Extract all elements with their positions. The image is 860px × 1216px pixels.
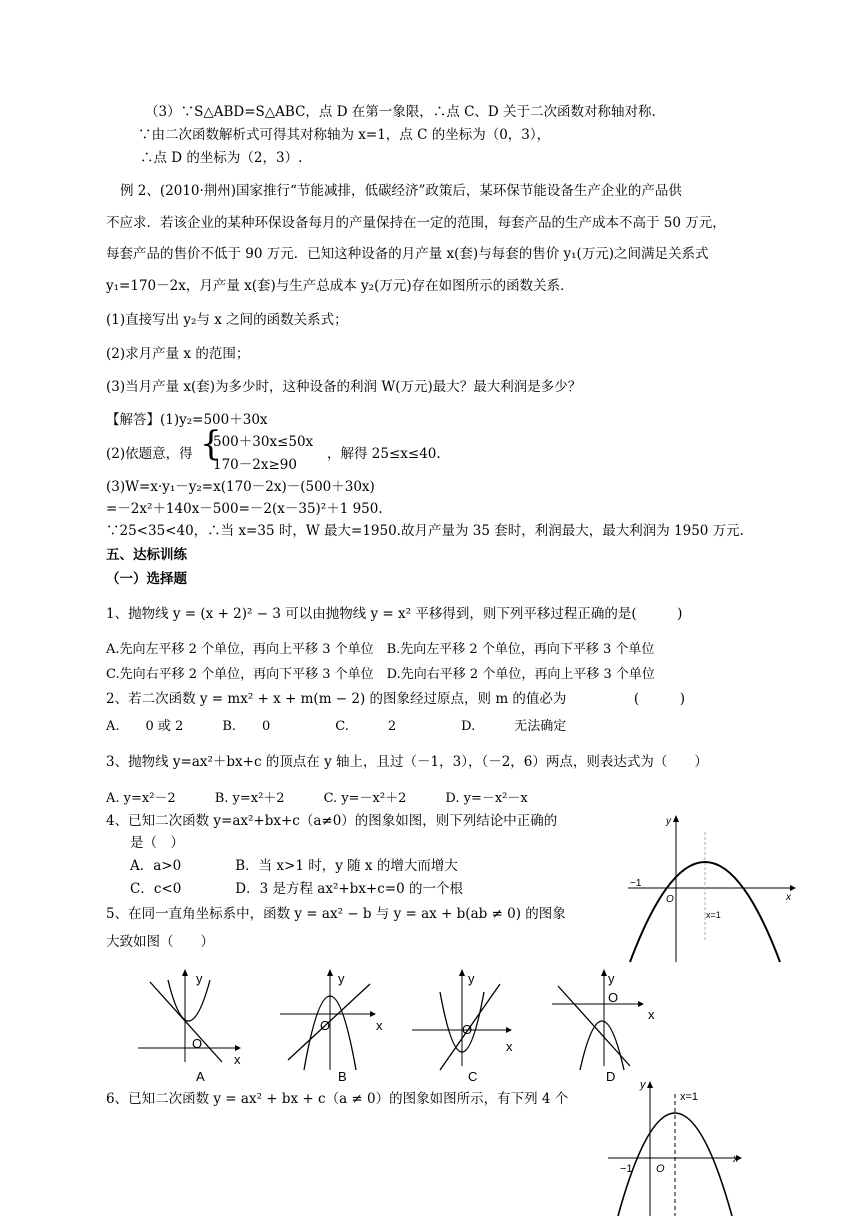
answer-part3-line2: =－2x²＋140x－500=－2(x－35)²＋1 950. <box>106 501 383 517</box>
mc1-options-cd: C.先向右平移 2 个单位，再向下平移 3 个单位 D.先向右平移 2 个单位，再向上平移 3 个单位 <box>106 667 655 682</box>
example2-line1: 例 2、(2010·荆州)国家推行“节能减排，低碳经济”政策后，某环保节能设备生产企业的产品供 <box>120 183 682 199</box>
example2-question1: (1)直接写出 y₂与 x 之间的函数关系式； <box>106 312 348 328</box>
fig6-x-label: x <box>733 1153 739 1165</box>
graph-d-origin-label: O <box>608 990 619 1005</box>
fig4-y-label: y <box>666 816 671 827</box>
section5-title: 五、达标训练 <box>106 547 187 563</box>
graph-a-origin-label: O <box>192 1036 203 1051</box>
graph-c-x-label: x <box>506 1039 513 1054</box>
fig4-axis-label: x=1 <box>706 910 721 920</box>
answer-part2-prefix: (2)依题意，得 <box>106 446 193 462</box>
answer-part3-line3: ∵25<35<40，∴当 x=35 时，W 最大=1950.故月产量为 35 套时，利润最大，最大利润为 1950 万元. <box>106 523 744 539</box>
example2-line3: 每套产品的售价不低于 90 万元．已知这种设备的月产量 x(套)与每套的售价 y₁(万元)之间满足关系式 <box>106 246 709 262</box>
graph-b-y-label: y <box>338 971 345 986</box>
fig4-neg1-label: −1 <box>630 878 642 889</box>
mc4-stem-line1: 4、已知二次函数 y=ax²+bx+c（a≠0）的图象如图，则下列结论中正确的 <box>106 813 558 829</box>
answer-system-eq2: 170－2x≥90 <box>213 457 297 473</box>
graph-b-x-label: x <box>376 1018 383 1033</box>
mc4-parabola-figure <box>618 812 798 972</box>
mc5-graph-a <box>130 962 260 1084</box>
mc6-parabola-figure <box>600 1072 750 1216</box>
fig6-origin-label: O <box>656 1163 665 1175</box>
example2-question3: (3)当月产量 x(套)为多少时，这种设备的利润 W(万元)最大？最大利润是多少？ <box>106 379 582 395</box>
mc1-stem: 1、抛物线 y = (x + 2)² − 3 可以由抛物线 y = x² 平移得到，则下列平移过程正确的是( ) <box>106 606 683 622</box>
graph-b-option-label: B <box>338 1069 347 1084</box>
graph-a-y-label: y <box>196 971 203 986</box>
solution-part3-line2: ∵由二次函数解析式可得其对称轴为 x=1，点 C 的坐标为（0，3）， <box>138 127 551 143</box>
graph-c-option-label: C <box>468 1069 478 1084</box>
mc5-stem-line1: 5、在同一直角坐标系中，函数 y = ax² − b 与 y = ax + b(ab ≠ 0) 的图象 <box>106 906 566 922</box>
graph-a-x-label: x <box>234 1052 241 1067</box>
example2-question2: (2)求月产量 x 的范围； <box>106 346 250 362</box>
mc5-graph-b <box>270 962 400 1084</box>
mc4-options-ab: A．a>0 B．当 x>1 时，y 随 x 的增大而增大 <box>130 858 458 874</box>
example2-line2: 不应求．若该企业的某种环保设备每月的产量保持在一定的范围，每套产品的生产成本不高于 50 万元， <box>106 215 726 231</box>
graph-b-origin-label: O <box>320 1018 331 1033</box>
graph-d-y-label: y <box>608 971 615 986</box>
answer-part2-result: ，解得 25≤x≤40. <box>327 446 441 462</box>
system-brace: { <box>200 424 222 464</box>
fig6-axis-label: x=1 <box>680 1091 699 1103</box>
solution-part3-line3: ∴点 D 的坐标为（2，3）. <box>140 150 303 166</box>
graph-d-option-label: D <box>606 1069 616 1084</box>
answer-part1: 【解答】(1)y₂=500＋30x <box>106 412 268 428</box>
mc6-stem: 6、已知二次函数 y = ax² + bx + c（a ≠ 0）的图象如图所示，有下列 4 个 <box>106 1091 569 1107</box>
example2-line4: y₁=170－2x，月产量 x(套)与生产总成本 y₂(万元)存在如图所示的函数关系． <box>106 278 574 294</box>
mc1-options-ab: A.先向左平移 2 个单位，再向上平移 3 个单位 B.先向左平移 2 个单位，再向下平移 3 个单位 <box>106 642 655 657</box>
answer-system-eq1: 500＋30x≤50x <box>213 434 314 450</box>
mc5-graph-c <box>400 962 530 1084</box>
mc5-graph-d <box>540 962 670 1084</box>
graph-d-x-label: x <box>648 1007 655 1022</box>
answer-part3-line1: (3)W=x·y₁－y₂=x(170－2x)－(500＋30x) <box>106 479 375 495</box>
mc2-options: A. 0 或 2 B. 0 C. 2 D. 无法确定 <box>106 719 567 734</box>
mc3-stem: 3、抛物线 y=ax²＋bx+c 的顶点在 y 轴上，且过（－1，3），（－2，6）两点，则表达式为（ ） <box>106 754 708 770</box>
mc5-stem-line2: 大致如图（ ） <box>106 934 214 950</box>
mc4-stem-line2: 是（ ） <box>130 835 184 851</box>
fig6-y-label: y <box>640 1079 646 1091</box>
section5-subtitle: （一）选择题 <box>106 571 187 587</box>
mc3-options: A. y=x²－2 B. y=x²＋2 C. y=－x²＋2 D. y=－x²－x <box>106 791 528 806</box>
solution-part3-line1: （3）∵S△ABD=S△ABC，点 D 在第一象限，∴点 C、D 关于二次函数对称轴对称. <box>145 104 656 120</box>
graph-a-option-label: A <box>196 1069 205 1084</box>
fig6-neg1-label: −1 <box>620 1163 633 1175</box>
graph-c-y-label: y <box>468 971 475 986</box>
mc4-options-cd: C．c<0 D．3 是方程 ax²+bx+c=0 的一个根 <box>130 881 463 897</box>
fig4-origin-label: O <box>666 894 674 905</box>
fig4-x-label: x <box>786 892 791 903</box>
graph-c-origin-label: O <box>462 1022 473 1037</box>
mc2-stem: 2、若二次函数 y = mx² + x + m(m − 2) 的图象经过原点，则 m 的值必为 ( ) <box>106 691 685 707</box>
